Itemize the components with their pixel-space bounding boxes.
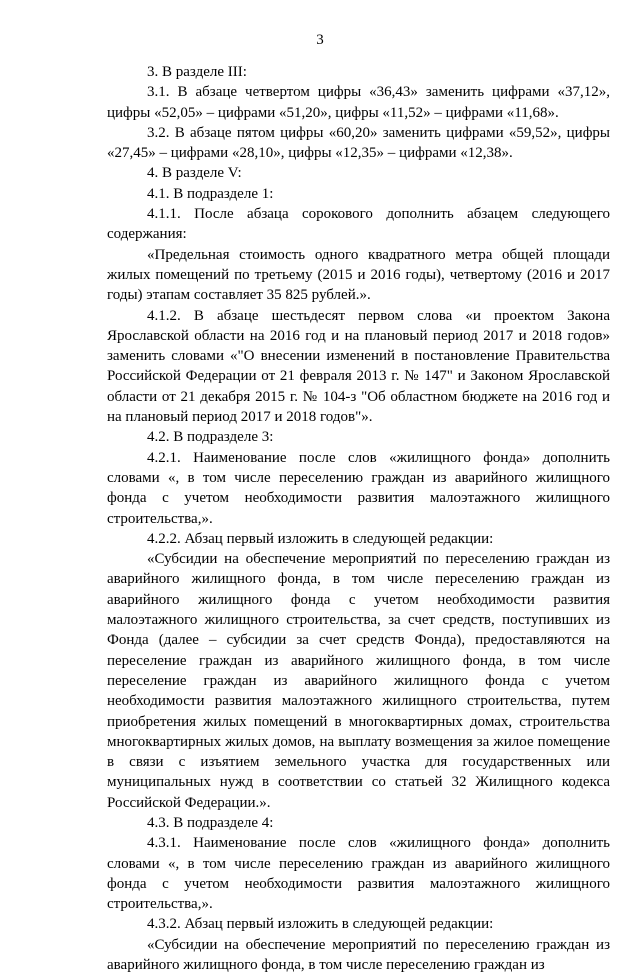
paragraph-4-2-2: 4.2.2. Абзац первый изложить в следующей редакции: xyxy=(147,530,494,547)
paragraph-3-2: 3.2. В абзаце пятом цифры «60,20» заменить цифрами «59,52», цифры «27,45» – цифрами «28,10», цифры «12,35» – цифрами «12,38». xyxy=(107,124,610,162)
paragraph-4-1-2: 4.1.2. В абзаце шестьдесят первом слова «и проектом Закона Ярославской области на 2016 год и на плановый период 2017 и 2018 годов» заменить словами «"О внесении изменений в постановление Правительства Российской Федерации от 21 февраля 2013 г. № 147" и Законом Ярославской области от 21 декабря 2015 г. № 104-з "Об областном бюджете на 2016 год и на плановый период 2017 и 2018 годов"». xyxy=(107,307,610,426)
paragraph-section-4: 4. В разделе V: xyxy=(147,165,242,182)
paragraph-4-2: 4.2. В подразделе 3: xyxy=(147,429,274,446)
paragraph-4-1: 4.1. В подразделе 1: xyxy=(147,185,274,202)
paragraph-section-3: 3. В разделе III: xyxy=(147,64,247,80)
paragraph-quote-subsidies-2: «Субсидии на обеспечение мероприятий по переселению граждан из аварийного жилищного фонда, в том числе переселению граждан из xyxy=(107,936,610,974)
paragraph-3-1: 3.1. В абзаце четвертом цифры «36,43» заменить цифрами «37,12», цифры «52,05» – цифрами «51,20», цифры «11,52» – цифрами «11,68». xyxy=(107,84,610,121)
paragraph-quote-subsidies-1: «Субсидии на обеспечение мероприятий по переселению граждан из аварийного жилищного фонда, в том числе переселению граждан из аварийного жилищного фонда с учетом необходимости развития малоэтажного жилищного строительства, за счет средств, поступивших из Фонда (далее – субсидии за счет средств Фонда), предоставляются на переселение граждан из аварийного жилищного фонда, в том числе переселение граждан из аварийного жилищного фонда с учетом необходимости развития малоэтажного жилищного строительства, путем приобретения жилых помещений в многоквартирных домах, строительства многоквартирных жилых домов, на выплату возмещения за жилое помещение в связи с изъятием земельного участка для государственных или муниципальных нужд в соответствии со статьей 32 Жилищного кодекса Российской Федерации.». xyxy=(107,551,610,811)
page-number: 3 xyxy=(316,32,324,48)
paragraph-4-3-1: 4.3.1. Наименование после слов «жилищного фонда» дополнить словами «, в том числе переселению граждан из аварийного жилищного фонда с учетом необходимости развития малоэтажного жилищного строительства,». xyxy=(107,835,610,913)
paragraph-4-1-1: 4.1.1. После абзаца сорокового дополнить абзацем следующего содержания: xyxy=(107,206,610,243)
paragraph-4-3: 4.3. В подразделе 4: xyxy=(147,814,274,831)
paragraph-quote-price: «Предельная стоимость одного квадратного метра общей площади жилых помещений по третьему (2015 и 2016 годы), четвертому (2016 и 2017 годы) этапам составляет 35 825 рублей.». xyxy=(107,246,610,304)
document-body xyxy=(107,62,610,975)
paragraph-4-2-1: 4.2.1. Наименование после слов «жилищного фонда» дополнить словами «, в том числе переселению граждан из аварийного жилищного фонда с учетом необходимости развития малоэтажного жилищного строительства,». xyxy=(107,449,610,527)
paragraph-4-3-2: 4.3.2. Абзац первый изложить в следующей редакции: xyxy=(147,916,494,933)
